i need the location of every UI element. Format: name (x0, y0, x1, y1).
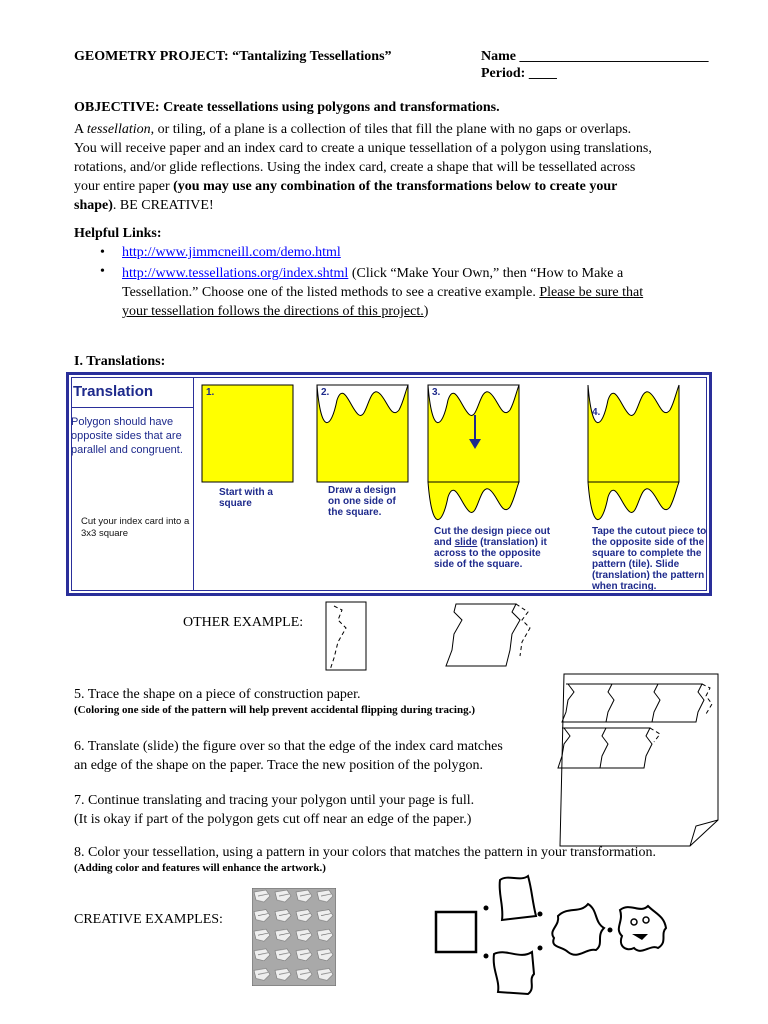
square-shape (436, 912, 476, 952)
link-tessellations[interactable]: http://www.tessellations.org/index.shtml (122, 266, 349, 281)
step4-number: 4. (592, 407, 601, 418)
step7-line1: 7. Continue translating and tracing your polygon until your page is full. (74, 793, 475, 808)
step1-square (202, 385, 293, 482)
other-example-label: OTHER EXAMPLE: (183, 615, 304, 630)
objective-line4-bold: (you may use any combination of the transformations below to create your (173, 179, 618, 194)
creative-shapes-svg (428, 870, 678, 1000)
step1-caption: Start with a square (219, 487, 273, 509)
creature-shape (619, 906, 666, 951)
link-jimmcneill[interactable]: http://www.jimmcneill.com/demo.html (122, 245, 341, 260)
bullet: • (100, 245, 105, 260)
tiled-paper-svg (556, 670, 726, 850)
link2-note: (Click “Make Your Own,” then “How to Make a (348, 266, 624, 281)
step3-number: 3. (432, 387, 441, 398)
objective-line1-pre: A (74, 122, 87, 137)
name-label: Name (481, 49, 516, 64)
translation-box-desc: Polygon should have opposite sides that are parallel and congruent. (71, 416, 183, 456)
step3-cutout-piece (428, 482, 519, 520)
step7-line2: (It is okay if part of the polygon gets cut off near an edge of the paper.) (74, 812, 472, 827)
step7-text (74, 791, 474, 829)
link2-note2: Tessellation.” Choose one of the listed methods to see a creative example. (122, 285, 540, 300)
period-field (481, 66, 557, 82)
translation-diagram (66, 372, 712, 596)
example-tile (446, 604, 520, 666)
step2-caption: Draw a design on one side of the square. (328, 485, 396, 518)
other-example-svg (320, 598, 550, 678)
creative-pattern-image (252, 888, 336, 986)
objective-body (74, 120, 714, 215)
link2-note3-underline: your tessellation follows the directions of this project. (122, 304, 424, 319)
step1-number: 1. (206, 387, 215, 398)
name-blank: ___________________________ (519, 49, 709, 64)
warped-shape-top (500, 876, 536, 920)
warped-shape-bottom (494, 952, 534, 994)
tile-pattern-fill (252, 888, 336, 986)
link2-block (122, 264, 722, 321)
objective-heading: OBJECTIVE: Create tessellations using polygons and transformations. (74, 100, 500, 115)
bullet: • (100, 264, 105, 279)
translation-box-cut: Cut your index card into a 3x3 square (81, 516, 190, 539)
step5-note: (Coloring one side of the pattern will help prevent accidental flipping during tracing.) (74, 704, 475, 716)
step4-caption: Tape the cutout piece to the opposite side of the square to complete the pattern (tile). Slide (translation) the pattern when tracing. (592, 526, 707, 592)
objective-line1-post: , or tiling, of a plane is a collection of tiles that fill the plane with no gaps or overlaps. (150, 122, 632, 137)
tessellation-term: tessellation (86, 122, 151, 137)
step3-caption-slide: slide (454, 537, 478, 548)
step2-number: 2. (321, 387, 330, 398)
objective-line5-bold: shape) (74, 198, 113, 213)
step6-line1: 6. Translate (slide) the figure over so that the edge of the index card matches (74, 739, 503, 754)
objective-line3: rotations, and/or glide reflections. Using the index card, create a shape that will be tessellated across (74, 160, 636, 175)
step3-caption-post: (translation) it across to the opposite side of the square. (434, 537, 547, 570)
step4-tile (588, 385, 679, 520)
step3-caption (434, 526, 559, 570)
paper-sheet (560, 674, 718, 846)
objective-line2: You will receive paper and an index card to create a unique tessellation of a polygon using translations, (74, 141, 652, 156)
link2-note3-post: ) (423, 304, 429, 319)
creative-examples-label: CREATIVE EXAMPLES: (74, 912, 223, 927)
step8-text: 8. Color your tessellation, using a pattern in your colors that matches the pattern in your transformation. (74, 845, 657, 860)
objective-line5-post: . BE CREATIVE! (112, 198, 214, 213)
name-field (481, 49, 709, 65)
step5-text: 5. Trace the shape on a piece of construction paper. (74, 687, 361, 702)
step6-text (74, 737, 503, 775)
step6-line2: an edge of the shape on the paper. Trace the new position of the polygon. (74, 758, 484, 773)
section-translations-heading: I. Translations: (74, 354, 166, 369)
example-square (326, 602, 366, 670)
period-label: Period: (481, 66, 526, 81)
link2-note2-underline: Please be sure that (539, 285, 644, 300)
links-heading: Helpful Links: (74, 226, 162, 241)
objective-line4-pre: your entire paper (74, 179, 174, 194)
step3-caption-pre: Cut the design piece out and (434, 526, 551, 548)
period-blank: ____ (528, 66, 557, 81)
example-dashed-edge (330, 606, 346, 670)
page-title: GEOMETRY PROJECT: “Tantalizing Tessellations” (74, 49, 392, 64)
step8-note: (Adding color and features will enhance the artwork.) (74, 862, 326, 874)
translation-box-title: Translation (73, 383, 154, 400)
warped-shape-middle (552, 904, 604, 955)
